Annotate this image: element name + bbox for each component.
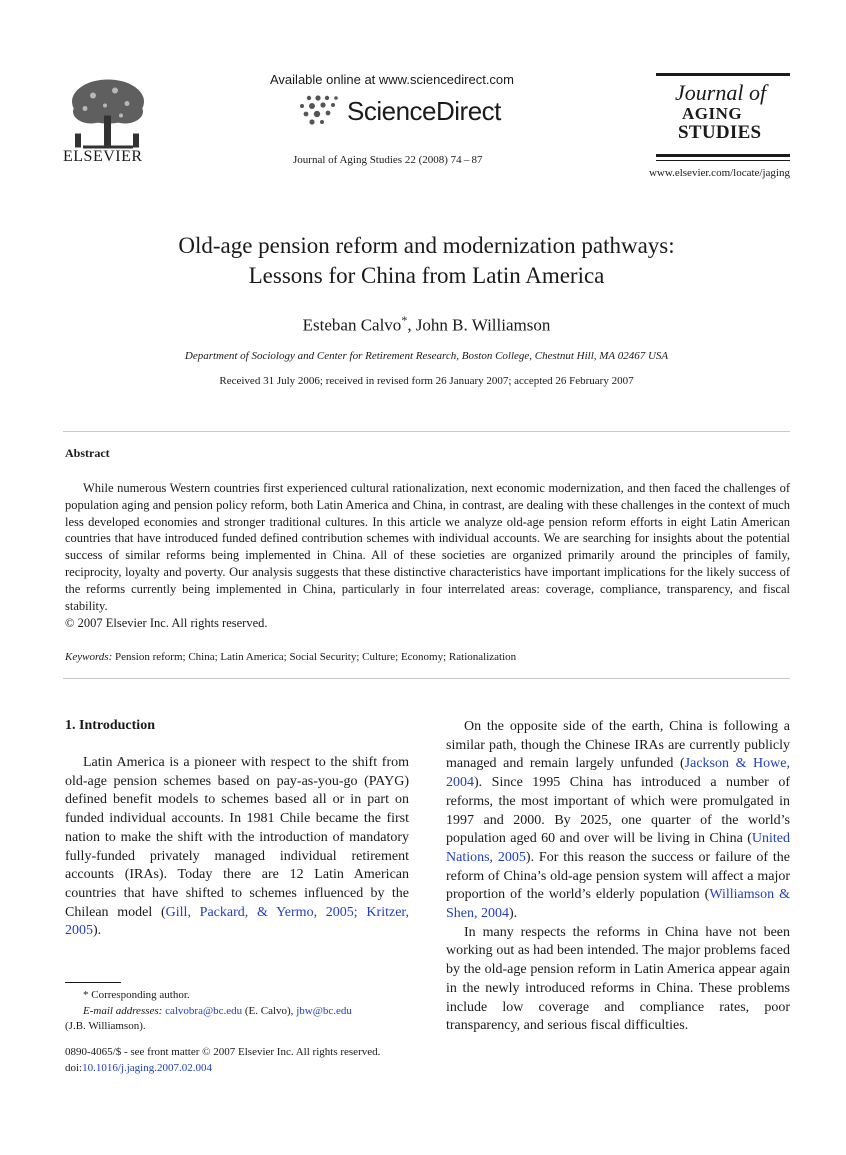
intro-left-end: ). <box>93 923 102 939</box>
footnote-corresponding: * Corresponding author. <box>83 989 190 1001</box>
received-dates: Received 31 July 2006; received in revised form 26 January 2007; accepted 26 February 2007 <box>219 375 634 387</box>
corresponding-author-mark[interactable]: * <box>401 313 408 327</box>
email-name-williamson: (J.B. Williamson). <box>65 1020 146 1032</box>
divider-top <box>63 431 790 432</box>
email-link-williamson[interactable]: jbw@bc.edu <box>296 1004 352 1017</box>
author-williamson: , John B. Williamson <box>407 315 551 335</box>
intro-left-paragraph <box>65 754 409 941</box>
citation-link-williamson-shen[interactable]: Williamson & Shen, 2004 <box>446 887 790 922</box>
citation-link-united-nations[interactable]: United Nations, 2005 <box>446 831 790 865</box>
abstract-copyright: © 2007 Elsevier Inc. All rights reserved. <box>65 616 268 630</box>
intro-left-text: Latin America is a pioneer with respect to the shift from old-age pension schemes based on pay-as-you-go (PAYG) defined benefit models to schemes based all or in part on funded individual accounts. In 1981 Chile became the first nation to make the shift with the introduction of mandatory fully-funded privately managed individual retirement accounts (IRAs). Today there are 12 Latin American countries that have shifted to schemes influenced by the Chilean model ( <box>65 755 409 920</box>
keywords-label: Keywords: <box>65 651 113 663</box>
author-list <box>63 313 790 336</box>
issn-line: 0890-4065/$ - see front matter © 2007 Elsevier Inc. All rights reserved. <box>65 1046 381 1058</box>
title-line-1: Old-age pension reform and modernization pathways: <box>178 233 675 258</box>
journal-logo-top-rule <box>656 73 790 76</box>
intro-right-text-a: On the opposite side of the earth, China is following a similar path, though the Chinese IRAs are currently publicly managed and remain largely unfunded ( <box>446 719 790 772</box>
keywords-list: Pension reform; China; Latin America; Social Security; Culture; Economy; Rationalization <box>112 651 517 663</box>
footnote-emails <box>65 1004 409 1020</box>
intro-right-column <box>446 718 790 1036</box>
intro-right-text-d: ). <box>509 906 518 922</box>
intro-right-paragraph-2: In many respects the reforms in China have not been working out as had been intended. The major problems faced by the old-age pension reform in Latin America appear again in the newly introduced reforms in China. These problems include low coverage and compliance rates, poor transparency, and serious fiscal difficulties. <box>446 924 790 1034</box>
keywords <box>65 651 790 663</box>
journal-logo-bottom-rule-thin <box>656 160 790 161</box>
divider-bottom <box>63 678 790 679</box>
email-name-calvo: (E. Calvo), <box>242 1004 297 1017</box>
citation-link-gill-kritzer[interactable]: Gill, Packard, & Yermo, 2005; Kritzer, 2005 <box>65 904 410 939</box>
abstract-body: While numerous Western countries first experienced cultural rationalization, next economic modernization, and then faced the challenges of population aging and pension policy reform, both Latin America and China, in contrast, are dealing with these challenges in the context of much less developed economies and stronger traditional cultures. In this article we analyze old-age pension reform efforts in eight Latin American countries that have introduced funded defined contribution schemes with individual accounts. We are searching for insights about the potential success of similar reforms being implemented in China. All of these societies are organized primarily around the principles of family, reciprocity, loyalty and poverty. Our analysis suggests that these distinctive characteristics have important implications for the likely success of the reforms currently being implemented in China, particularly in four interrelated areas: coverage, compliance, transparency, and fiscal stability. <box>65 481 790 613</box>
section-heading-introduction: 1. Introduction <box>65 718 155 733</box>
journal-reference: Journal of Aging Studies 22 (2008) 74 – 87 <box>293 154 483 166</box>
doi-line <box>65 1061 445 1077</box>
intro-right-text-b: ). Since 1995 China has introduced a number of reforms, the most important of which were promulgated in 1997 and 2000. By 2025, one quarter of the world’s population aged 60 and over will be living in China ( <box>446 775 790 847</box>
title-line-2: Lessons for China from Latin America <box>248 263 605 288</box>
journal-logo-line1: Journal of <box>675 80 767 105</box>
journal-url: www.elsevier.com/locate/jaging <box>648 167 790 179</box>
doi-link[interactable]: 10.1016/j.jaging.2007.02.004 <box>82 1061 212 1074</box>
journal-logo-line2: AGING <box>682 104 743 123</box>
affiliation: Department of Sociology and Center for Retirement Research, Boston College, Chestnut Hill, MA 02467 USA <box>184 350 669 362</box>
journal-logo-line3: STUDIES <box>678 122 762 143</box>
footnote-rule <box>65 982 121 983</box>
intro-right-paragraph-1 <box>446 718 790 924</box>
article-title <box>63 231 790 291</box>
intro-right-text-c: ). For this reason the success or failure of the reform of China’s old-age pension system will affect a major proportion of the world’s elderly population ( <box>446 849 790 903</box>
publisher-wordmark: ELSEVIER <box>63 148 143 165</box>
author-calvo: Esteban Calvo <box>302 315 402 335</box>
email-link-calvo[interactable]: calvobra@bc.edu <box>165 1004 243 1017</box>
journal-logo-bottom-rule <box>656 154 790 157</box>
available-online-text: Available online at www.sciencedirect.com <box>270 72 514 87</box>
citation-link-jackson-howe[interactable]: Jackson & Howe, 2004 <box>446 756 790 791</box>
sciencedirect-wordmark: ScienceDirect <box>347 96 501 126</box>
footnote <box>65 988 409 1035</box>
email-label: E-mail addresses: <box>83 1004 163 1017</box>
front-matter <box>65 1045 445 1076</box>
doi-label: doi: <box>65 1061 83 1074</box>
abstract-heading: Abstract <box>65 446 110 460</box>
